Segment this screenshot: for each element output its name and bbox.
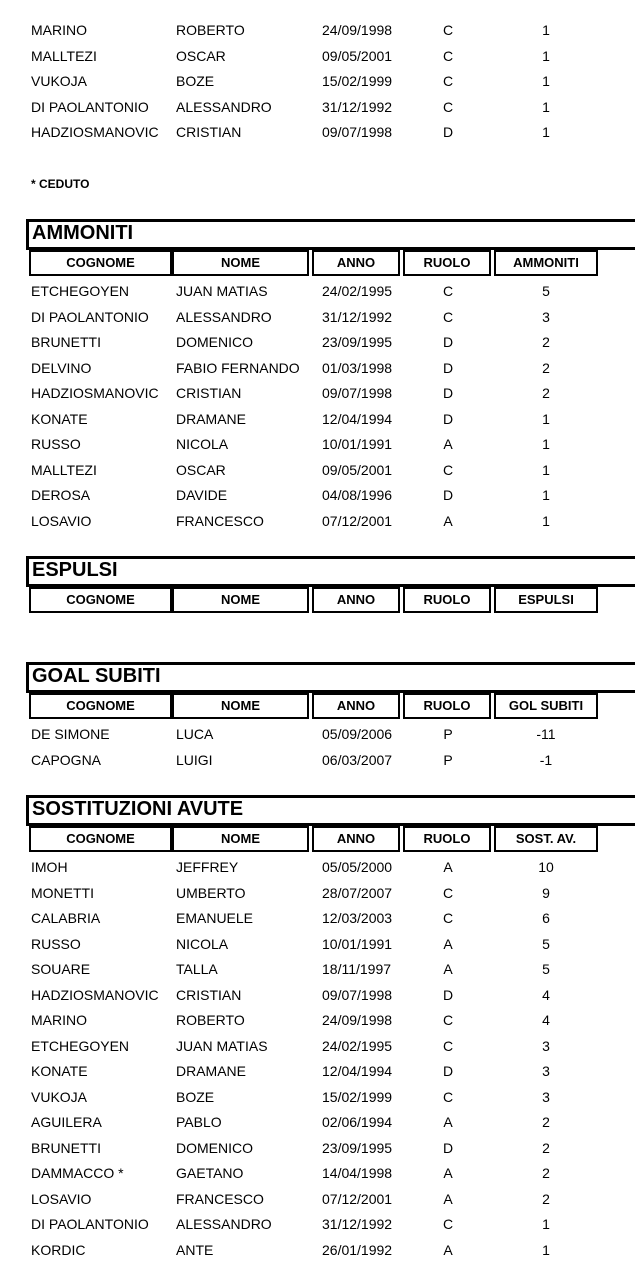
surname-cell: IMOH bbox=[31, 859, 68, 875]
surname-cell: MONETTI bbox=[31, 884, 94, 901]
birth-date-cell: 15/02/1999 bbox=[322, 73, 393, 89]
surname-cell: VUKOJA bbox=[31, 1088, 88, 1105]
surname-cell: CALABRIA bbox=[31, 910, 101, 926]
birth-date-cell: 12/04/1994 bbox=[322, 1063, 393, 1079]
count-cell: 1 bbox=[542, 410, 550, 427]
count-cell: 2 bbox=[542, 1139, 550, 1156]
first-name-cell: NICOLA bbox=[176, 935, 229, 952]
surname-cell: HADZIOSMANOVIC bbox=[31, 124, 159, 140]
birth-date-cell: 09/07/1998 bbox=[322, 124, 393, 140]
surname-cell: RUSSO bbox=[31, 935, 81, 952]
count-cell: 3 bbox=[542, 1063, 550, 1079]
role-cell: C bbox=[442, 1088, 454, 1105]
first-name-cell: BOZE bbox=[176, 1088, 215, 1105]
table-row bbox=[0, 44, 635, 69]
birth-date-cell: 31/12/1992 bbox=[322, 308, 393, 325]
surname-cell: ETCHEGOYEN bbox=[31, 1037, 130, 1054]
first-name-cell: TALLA bbox=[176, 961, 218, 977]
count-cell: 5 bbox=[542, 961, 550, 977]
birth-date-cell: 24/02/1995 bbox=[322, 283, 393, 299]
first-name-cell: DRAMANE bbox=[176, 410, 247, 427]
birth-date-cell: 14/04/1998 bbox=[322, 1165, 393, 1181]
section-title: SOSTITUZIONI AVUTE bbox=[32, 798, 244, 820]
count-cell: 1 bbox=[542, 47, 550, 64]
first-name-cell: ALESSANDRO bbox=[176, 98, 272, 115]
count-cell: 2 bbox=[542, 359, 550, 376]
surname-cell: BRUNETTI bbox=[31, 1139, 101, 1156]
first-name-cell: UMBERTO bbox=[176, 884, 246, 901]
section-ammoniti bbox=[26, 219, 635, 279]
section-goal-subiti bbox=[26, 662, 635, 722]
count-cell: 5 bbox=[542, 283, 550, 299]
count-cell: 1 bbox=[542, 436, 550, 452]
first-name-cell: FRANCESCO bbox=[176, 512, 264, 529]
birth-date-cell: 09/05/2001 bbox=[322, 47, 393, 64]
count-cell: 1 bbox=[542, 98, 550, 115]
surname-cell: LOSAVIO bbox=[31, 1190, 92, 1207]
first-name-cell: LUIGI bbox=[176, 751, 213, 768]
role-cell: D bbox=[442, 359, 454, 376]
role-cell: C bbox=[442, 884, 454, 901]
birth-date-cell: 10/01/1991 bbox=[322, 436, 393, 452]
table-row bbox=[0, 120, 635, 145]
table-row bbox=[0, 1238, 635, 1263]
count-cell: 3 bbox=[542, 1088, 550, 1105]
first-name-cell: EMANUELE bbox=[176, 910, 254, 926]
table-row bbox=[0, 305, 635, 330]
first-name-cell: ANTE bbox=[176, 1241, 214, 1258]
birth-date-cell: 26/01/1992 bbox=[322, 1241, 393, 1258]
table-row bbox=[0, 1212, 635, 1237]
birth-date-cell: 09/05/2001 bbox=[322, 461, 393, 478]
column-header: ANNO bbox=[312, 587, 400, 613]
count-cell: 1 bbox=[542, 1241, 550, 1258]
role-cell: A bbox=[443, 1114, 453, 1130]
role-cell: C bbox=[442, 1012, 454, 1028]
section-left-rule bbox=[26, 219, 29, 249]
ceduto-note: * CEDUTO bbox=[31, 177, 90, 191]
role-cell: P bbox=[443, 751, 453, 768]
role-cell: D bbox=[442, 334, 454, 350]
column-header: RUOLO bbox=[403, 587, 491, 613]
table-row bbox=[0, 1161, 635, 1186]
count-cell: 2 bbox=[542, 1190, 550, 1207]
column-header: NOME bbox=[172, 587, 309, 613]
role-cell: A bbox=[443, 436, 453, 452]
surname-cell: DE SIMONE bbox=[31, 726, 110, 742]
table-row bbox=[0, 1059, 635, 1084]
column-header: COGNOME bbox=[29, 826, 172, 852]
table-row bbox=[0, 95, 635, 120]
first-name-cell: ALESSANDRO bbox=[176, 308, 272, 325]
surname-cell: MALLTEZI bbox=[31, 47, 97, 64]
table-row bbox=[0, 330, 635, 355]
table-row bbox=[0, 1034, 635, 1059]
table-row bbox=[0, 381, 635, 406]
surname-cell: KONATE bbox=[31, 1063, 88, 1079]
count-cell: 4 bbox=[542, 986, 550, 1003]
table-row bbox=[0, 748, 635, 773]
count-cell: -1 bbox=[539, 751, 553, 768]
count-cell: 1 bbox=[542, 124, 550, 140]
section-left-rule bbox=[26, 556, 29, 586]
surname-cell: AGUILERA bbox=[31, 1114, 102, 1130]
role-cell: D bbox=[442, 385, 454, 401]
first-name-cell: DAVIDE bbox=[176, 487, 228, 503]
surname-cell: KORDIC bbox=[31, 1241, 86, 1258]
first-name-cell: NICOLA bbox=[176, 436, 229, 452]
surname-cell: ETCHEGOYEN bbox=[31, 283, 130, 299]
role-cell: C bbox=[442, 283, 454, 299]
surname-cell: DAMMACCO * bbox=[31, 1165, 124, 1181]
birth-date-cell: 09/07/1998 bbox=[322, 385, 393, 401]
surname-cell: CAPOGNA bbox=[31, 751, 102, 768]
first-name-cell: DOMENICO bbox=[176, 334, 253, 350]
table-row bbox=[0, 458, 635, 483]
role-cell: A bbox=[443, 1165, 453, 1181]
surname-cell: RUSSO bbox=[31, 436, 81, 452]
first-name-cell: LUCA bbox=[176, 726, 214, 742]
surname-cell: DI PAOLANTONIO bbox=[31, 1216, 149, 1232]
role-cell: D bbox=[442, 487, 454, 503]
column-header: ANNO bbox=[312, 693, 400, 719]
table-row bbox=[0, 1085, 635, 1110]
birth-date-cell: 05/05/2000 bbox=[322, 859, 393, 875]
role-cell: A bbox=[443, 1241, 453, 1258]
birth-date-cell: 09/07/1998 bbox=[322, 986, 393, 1003]
role-cell: C bbox=[442, 1216, 454, 1232]
first-name-cell: CRISTIAN bbox=[176, 986, 242, 1003]
birth-date-cell: 12/03/2003 bbox=[322, 910, 393, 926]
table-row bbox=[0, 279, 635, 304]
role-cell: A bbox=[443, 961, 453, 977]
table-row bbox=[0, 855, 635, 880]
role-cell: D bbox=[442, 1139, 454, 1156]
role-cell: A bbox=[443, 859, 453, 875]
column-header: RUOLO bbox=[403, 693, 491, 719]
column-header: NOME bbox=[172, 250, 309, 276]
column-header: NOME bbox=[172, 693, 309, 719]
count-cell: 1 bbox=[542, 461, 550, 478]
column-header: NOME bbox=[172, 826, 309, 852]
first-name-cell: FABIO FERNANDO bbox=[176, 359, 300, 376]
surname-cell: HADZIOSMANOVIC bbox=[31, 385, 159, 401]
surname-cell: KONATE bbox=[31, 410, 88, 427]
count-cell: 1 bbox=[542, 487, 550, 503]
section-title: GOAL SUBITI bbox=[32, 665, 161, 687]
birth-date-cell: 18/11/1997 bbox=[322, 961, 392, 977]
table-row bbox=[0, 509, 635, 534]
first-name-cell: ROBERTO bbox=[176, 1012, 245, 1028]
column-header: SOST. AV. bbox=[494, 826, 598, 852]
column-header: RUOLO bbox=[403, 250, 491, 276]
role-cell: D bbox=[442, 1063, 454, 1079]
surname-cell: DI PAOLANTONIO bbox=[31, 308, 149, 325]
table-row bbox=[0, 983, 635, 1008]
count-cell: 4 bbox=[542, 1012, 550, 1028]
table-row bbox=[0, 1008, 635, 1033]
role-cell: C bbox=[442, 910, 454, 926]
first-name-cell: JUAN MATIAS bbox=[176, 283, 268, 299]
count-cell: 6 bbox=[542, 910, 550, 926]
column-header: RUOLO bbox=[403, 826, 491, 852]
birth-date-cell: 01/03/1998 bbox=[322, 359, 393, 376]
column-header: ESPULSI bbox=[494, 587, 598, 613]
table-row bbox=[0, 932, 635, 957]
first-name-cell: CRISTIAN bbox=[176, 124, 242, 140]
first-name-cell: PABLO bbox=[176, 1114, 222, 1130]
first-name-cell: JUAN MATIAS bbox=[176, 1037, 268, 1054]
section-espulsi bbox=[26, 556, 635, 616]
role-cell: P bbox=[443, 726, 453, 742]
count-cell: 1 bbox=[542, 73, 550, 89]
role-cell: D bbox=[442, 124, 454, 140]
first-name-cell: OSCAR bbox=[176, 461, 226, 478]
count-cell: 10 bbox=[538, 859, 554, 875]
role-cell: A bbox=[443, 512, 453, 529]
birth-date-cell: 31/12/1992 bbox=[322, 1216, 393, 1232]
role-cell: C bbox=[442, 1037, 454, 1054]
first-name-cell: DRAMANE bbox=[176, 1063, 247, 1079]
birth-date-cell: 31/12/1992 bbox=[322, 98, 393, 115]
role-cell: D bbox=[442, 986, 454, 1003]
surname-cell: DELVINO bbox=[31, 359, 92, 376]
column-header: AMMONITI bbox=[494, 250, 598, 276]
surname-cell: MARINO bbox=[31, 1012, 87, 1028]
birth-date-cell: 12/04/1994 bbox=[322, 410, 393, 427]
birth-date-cell: 23/09/1995 bbox=[322, 1139, 393, 1156]
count-cell: 1 bbox=[542, 22, 550, 38]
birth-date-cell: 04/08/1996 bbox=[322, 487, 393, 503]
surname-cell: DEROSA bbox=[31, 487, 91, 503]
section-title: AMMONITI bbox=[32, 222, 134, 244]
first-name-cell: GAETANO bbox=[176, 1165, 244, 1181]
surname-cell: HADZIOSMANOVIC bbox=[31, 986, 159, 1003]
birth-date-cell: 07/12/2001 bbox=[322, 512, 393, 529]
table-row bbox=[0, 432, 635, 457]
surname-cell: MALLTEZI bbox=[31, 461, 97, 478]
first-name-cell: OSCAR bbox=[176, 47, 226, 64]
first-name-cell: CRISTIAN bbox=[176, 385, 242, 401]
table-row bbox=[0, 1187, 635, 1212]
birth-date-cell: 05/09/2006 bbox=[322, 726, 393, 742]
column-header: COGNOME bbox=[29, 693, 172, 719]
surname-cell: MARINO bbox=[31, 22, 87, 38]
count-cell: 1 bbox=[542, 1216, 550, 1232]
surname-cell: LOSAVIO bbox=[31, 512, 92, 529]
table-row bbox=[0, 407, 635, 432]
table-row bbox=[0, 906, 635, 931]
birth-date-cell: 24/02/1995 bbox=[322, 1037, 393, 1054]
count-cell: 2 bbox=[542, 385, 550, 401]
table-row bbox=[0, 483, 635, 508]
first-name-cell: DOMENICO bbox=[176, 1139, 253, 1156]
birth-date-cell: 02/06/1994 bbox=[322, 1114, 393, 1130]
count-cell: 2 bbox=[542, 334, 550, 350]
first-name-cell: JEFFREY bbox=[176, 859, 239, 875]
column-header: ANNO bbox=[312, 826, 400, 852]
birth-date-cell: 24/09/1998 bbox=[322, 1012, 393, 1028]
first-name-cell: BOZE bbox=[176, 73, 215, 89]
surname-cell: BRUNETTI bbox=[31, 334, 101, 350]
count-cell: 1 bbox=[542, 512, 550, 529]
section-title: ESPULSI bbox=[32, 559, 118, 581]
birth-date-cell: 10/01/1991 bbox=[322, 935, 393, 952]
count-cell: 2 bbox=[542, 1165, 550, 1181]
section-left-rule bbox=[26, 795, 29, 825]
table-row bbox=[0, 881, 635, 906]
table-row bbox=[0, 722, 635, 747]
role-cell: C bbox=[442, 461, 454, 478]
role-cell: A bbox=[443, 1190, 453, 1207]
count-cell: 3 bbox=[542, 1037, 550, 1054]
role-cell: C bbox=[442, 98, 454, 115]
table-row bbox=[0, 957, 635, 982]
surname-cell: VUKOJA bbox=[31, 73, 88, 89]
role-cell: C bbox=[442, 22, 454, 38]
table-row bbox=[0, 1136, 635, 1161]
column-header: COGNOME bbox=[29, 587, 172, 613]
birth-date-cell: 06/03/2007 bbox=[322, 751, 393, 768]
birth-date-cell: 07/12/2001 bbox=[322, 1190, 393, 1207]
count-cell: 5 bbox=[542, 935, 550, 952]
birth-date-cell: 28/07/2007 bbox=[322, 884, 393, 901]
table-row bbox=[0, 69, 635, 94]
count-cell: 9 bbox=[542, 884, 550, 901]
table-row bbox=[0, 1110, 635, 1135]
table-row bbox=[0, 18, 635, 43]
role-cell: C bbox=[442, 47, 454, 64]
column-header: GOL SUBITI bbox=[494, 693, 598, 719]
section-left-rule bbox=[26, 662, 29, 692]
surname-cell: SOUARE bbox=[31, 961, 91, 977]
count-cell: 2 bbox=[542, 1114, 550, 1130]
role-cell: C bbox=[442, 308, 454, 325]
section-sostituzioni-avute bbox=[26, 795, 635, 855]
first-name-cell: ALESSANDRO bbox=[176, 1216, 272, 1232]
table-row bbox=[0, 356, 635, 381]
count-cell: -11 bbox=[536, 726, 556, 742]
birth-date-cell: 15/02/1999 bbox=[322, 1088, 393, 1105]
role-cell: C bbox=[442, 73, 454, 89]
count-cell: 3 bbox=[542, 308, 550, 325]
column-header: ANNO bbox=[312, 250, 400, 276]
role-cell: A bbox=[443, 935, 453, 952]
column-header: COGNOME bbox=[29, 250, 172, 276]
birth-date-cell: 23/09/1995 bbox=[322, 334, 393, 350]
birth-date-cell: 24/09/1998 bbox=[322, 22, 393, 38]
first-name-cell: FRANCESCO bbox=[176, 1190, 264, 1207]
surname-cell: DI PAOLANTONIO bbox=[31, 98, 149, 115]
first-name-cell: ROBERTO bbox=[176, 22, 245, 38]
role-cell: D bbox=[442, 410, 454, 427]
